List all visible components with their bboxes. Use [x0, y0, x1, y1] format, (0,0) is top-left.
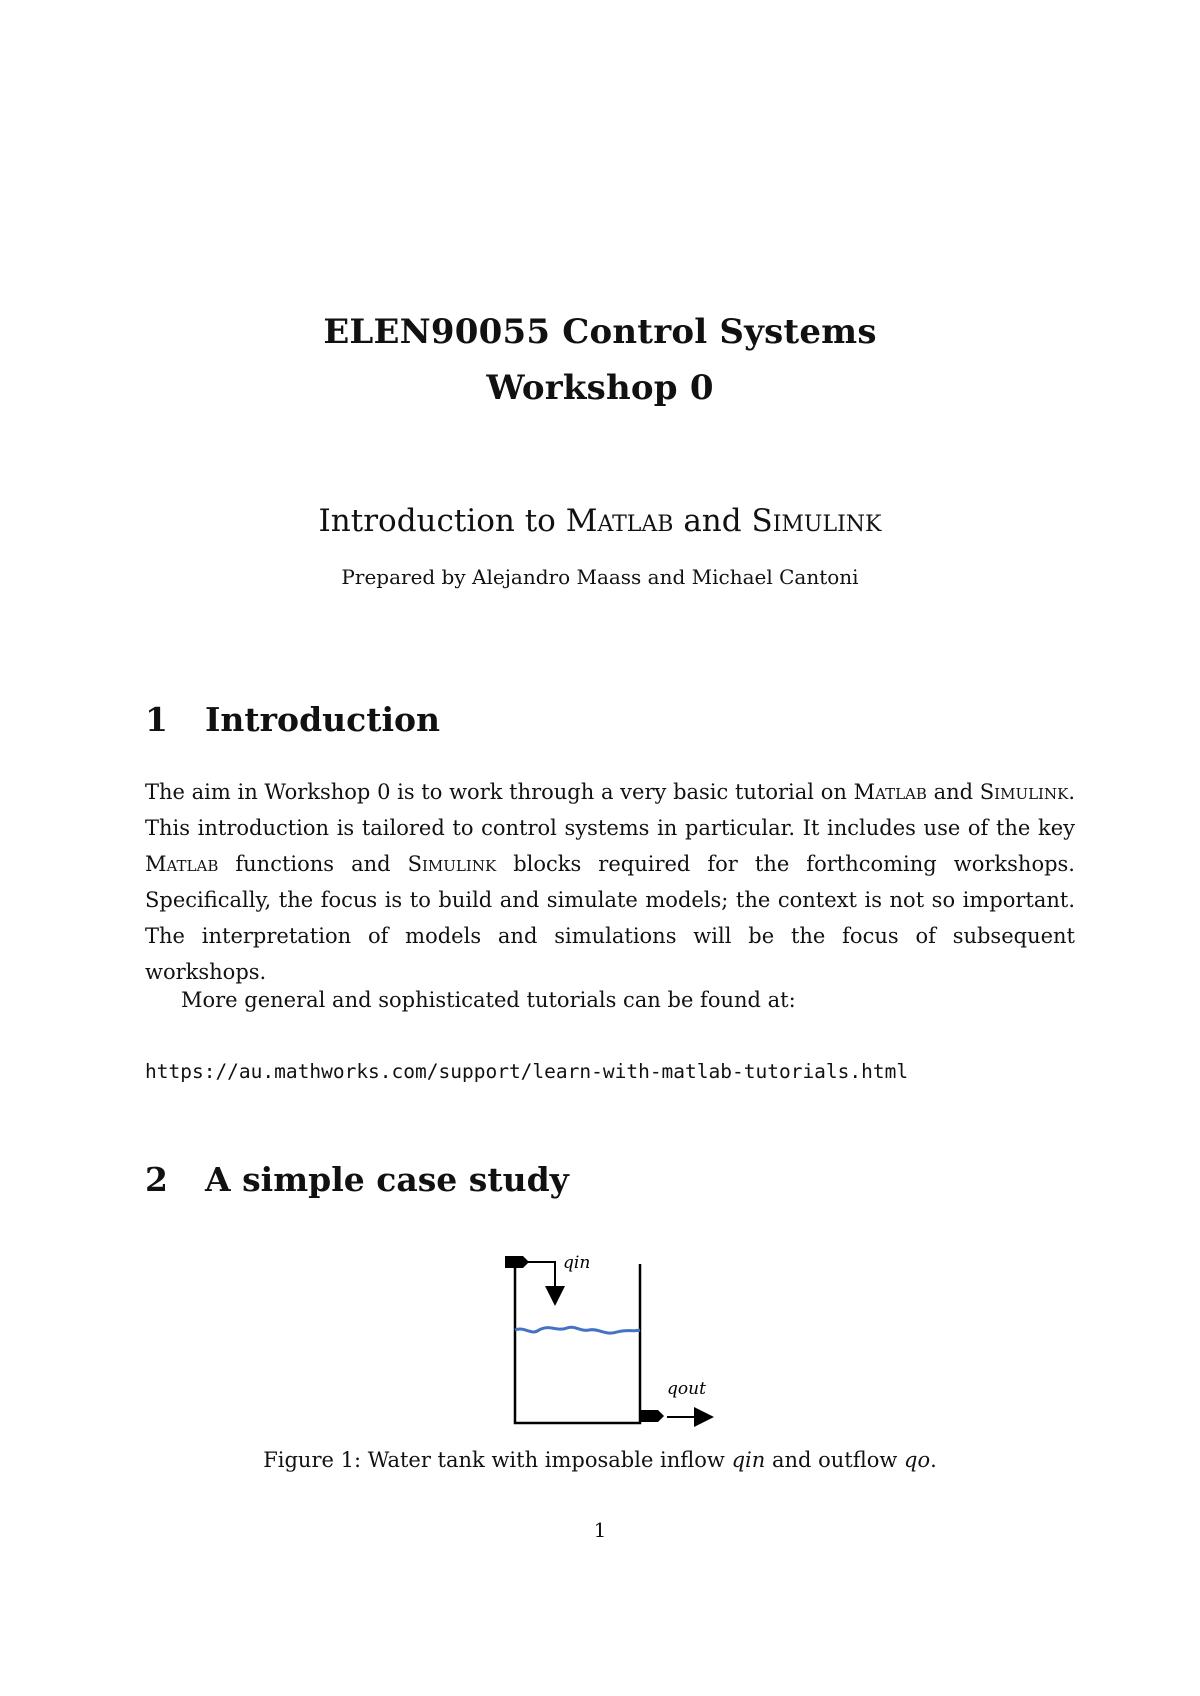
water-tank-figure: [495, 1240, 735, 1430]
outflow-pipe-icon: [640, 1410, 664, 1422]
subtitle-matlab: Matlab: [565, 503, 674, 539]
outflow-label: qout: [667, 1379, 706, 1399]
inflow-pipe-icon: [505, 1256, 529, 1268]
section-title: Introduction: [205, 700, 441, 739]
inflow-label: qin: [563, 1253, 591, 1273]
simulink-name: Simulink: [407, 852, 497, 876]
subtitle-and: and: [673, 503, 752, 539]
section-heading-1: [145, 700, 440, 739]
subtitle: [0, 503, 1200, 539]
subtitle-pre: Introduction to: [318, 503, 566, 539]
caption-text: Figure 1: Water tank with imposable inflow: [263, 1448, 732, 1472]
intro-text: blocks required for the forthcoming workshops. Specifically, the focus is to build and simulate models; the context is not so important. The interpretation of models and simulations will be the focus of subsequent workshops.: [145, 852, 1075, 984]
intro-text: and: [926, 780, 980, 804]
intro-text: The aim in Workshop 0 is to work through a very basic tutorial on: [145, 780, 854, 804]
section-number: 1: [145, 700, 168, 739]
matlab-name: Matlab: [145, 852, 219, 876]
author-line: Prepared by Alejandro Maass and Michael Cantoni: [341, 565, 859, 589]
inflow-arrow-icon: [527, 1262, 555, 1302]
section-title: A simple case study: [205, 1160, 569, 1199]
matlab-name: Matlab: [853, 780, 927, 804]
intro-paragraph: [145, 774, 1075, 990]
caption-qo: qo: [904, 1448, 931, 1472]
section-number: 2: [145, 1160, 168, 1199]
tutorials-paragraph: More general and sophisticated tutorials can be found at:: [181, 988, 796, 1012]
subtitle-simulink: Simulink: [751, 503, 882, 539]
simulink-name: Simulink: [979, 780, 1069, 804]
document-title: ELEN90055 Control Systems: [323, 312, 877, 352]
intro-text: . This introduction is tailored to control systems in particular. It includes use of the key: [145, 780, 1075, 840]
tank-walls: [515, 1264, 640, 1423]
intro-text: functions and: [218, 852, 408, 876]
page-number: 1: [593, 1518, 607, 1542]
caption-text: .: [930, 1448, 937, 1472]
water-surface: [515, 1327, 640, 1333]
caption-qin: qin: [731, 1448, 766, 1472]
section-heading-2: [145, 1160, 569, 1199]
tutorials-url-link[interactable]: https://au.mathworks.com/support/learn-with-matlab-tutorials.html: [145, 1060, 909, 1083]
workshop-title: Workshop 0: [486, 368, 714, 408]
caption-text: and outflow: [765, 1448, 905, 1472]
figure-caption: [0, 1448, 1200, 1472]
